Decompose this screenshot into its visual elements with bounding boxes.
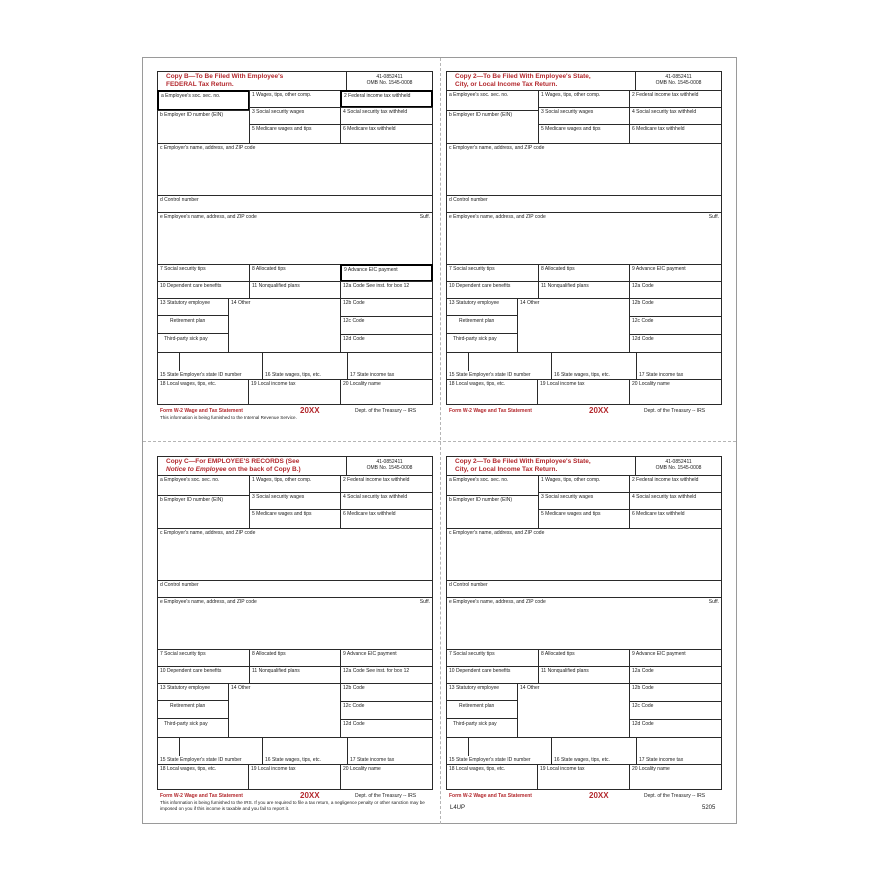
- omb-number: OMB No. 1545-0008: [655, 80, 702, 86]
- treasury-label: Dept. of the Treasury -- IRS: [355, 793, 417, 799]
- field-11-nonqualified[interactable]: 11 Nonqualified plans: [249, 281, 341, 299]
- field-6-medicare-tax[interactable]: 6 Medicare tax withheld: [629, 124, 722, 144]
- sick-pay-label: Third-party sick pay: [453, 721, 497, 727]
- field-c-employer[interactable]: c Employer's name, address, and ZIP code: [157, 528, 433, 581]
- field-15-state[interactable]: 15 State Employer's state ID number: [446, 352, 552, 380]
- copy-title: [157, 71, 347, 91]
- field-5-medicare-wages[interactable]: 5 Medicare wages and tips: [249, 509, 341, 529]
- suff-label: Suff.: [419, 214, 430, 220]
- copy-title-line2: FEDERAL Tax Return.: [166, 80, 234, 88]
- field-14-other[interactable]: 14 Other: [517, 298, 630, 353]
- field-16-state-wages[interactable]: 16 State wages, tips, etc.: [262, 352, 348, 380]
- row-divider: [446, 700, 518, 701]
- field-d-control[interactable]: d Control number: [157, 195, 433, 213]
- omb-number: OMB No. 1545-0008: [655, 465, 702, 471]
- row-divider: [446, 333, 518, 334]
- copy-title-line1: Copy 2—To Be Filed With Employee's State,: [455, 73, 591, 80]
- field-16-state-wages[interactable]: 16 State wages, tips, etc.: [551, 352, 637, 380]
- field-19-local-tax[interactable]: 19 Local income tax: [248, 764, 341, 790]
- field-4-ss-tax[interactable]: 4 Social security tax withheld: [340, 107, 433, 125]
- field-b-ein[interactable]: b Employer ID number (EIN): [157, 110, 250, 144]
- copy-title: [446, 71, 636, 91]
- field-11-nonqualified[interactable]: 11 Nonqualified plans: [249, 666, 341, 684]
- ein-ref: 41-0852411: [376, 74, 403, 80]
- field-14-other[interactable]: 14 Other: [228, 683, 341, 738]
- field-17-state-tax[interactable]: 17 State income tax: [347, 352, 433, 380]
- field-8-allocated-tips[interactable]: 8 Allocated tips: [538, 649, 630, 667]
- form-year: 20XX: [589, 406, 609, 415]
- omb-box: [635, 456, 722, 476]
- field-9-eic[interactable]: 9 Advance EIC payment: [629, 264, 722, 282]
- field-12b[interactable]: 12b Code: [629, 298, 722, 317]
- copy-title-line1: Copy B—To Be Filed With Employee's: [166, 73, 284, 80]
- field-b-ein[interactable]: b Employer ID number (EIN): [446, 495, 539, 529]
- field-18-local-wages[interactable]: 18 Local wages, tips, etc.: [157, 764, 249, 790]
- field-20-locality[interactable]: 20 Locality name: [629, 379, 722, 405]
- field-10-dependent-care[interactable]: 10 Dependent care benefits: [446, 281, 539, 299]
- field-1-wages[interactable]: 1 Wages, tips, other comp.: [249, 90, 341, 108]
- horizontal-perforation: [143, 441, 736, 442]
- field-1-wages[interactable]: 1 Wages, tips, other comp.: [538, 475, 630, 493]
- retirement-plan-label: Retirement plan: [459, 318, 495, 324]
- field-e-employee[interactable]: e Employee's name, address, and ZIP code Suff.: [157, 597, 433, 650]
- field-6-medicare-tax[interactable]: 6 Medicare tax withheld: [340, 509, 433, 529]
- field-a-ssn[interactable]: a Employee's soc. sec. no.: [446, 475, 539, 496]
- field-13-checkboxes: 13 Statutory employee Retirement plan Third-party sick pay: [157, 683, 229, 738]
- field-15-state[interactable]: 15 State Employer's state ID number: [446, 737, 552, 765]
- field-12c[interactable]: 12c Code: [340, 316, 433, 335]
- treasury-label: Dept. of the Treasury -- IRS: [355, 408, 417, 414]
- field-18-local-wages[interactable]: 18 Local wages, tips, etc.: [446, 379, 538, 405]
- field-4-ss-tax[interactable]: 4 Social security tax withheld: [340, 492, 433, 510]
- form-year: 20XX: [589, 791, 609, 800]
- field-7-ss-tips[interactable]: 7 Social security tips: [446, 264, 539, 282]
- form-name: Form W-2 Wage and Tax Statement: [160, 408, 243, 414]
- field-11-nonqualified[interactable]: 11 Nonqualified plans: [538, 666, 630, 684]
- form-year: 20XX: [300, 406, 320, 415]
- field-3-ss-wages[interactable]: 3 Social security wages: [249, 492, 341, 510]
- field-13-checkboxes: 13 Statutory employee Retirement plan Third-party sick pay: [157, 298, 229, 353]
- field-5-medicare-wages[interactable]: 5 Medicare wages and tips: [249, 124, 341, 144]
- field-12a[interactable]: 12a Code: [629, 281, 722, 299]
- copy-title-line2: City, or Local Income Tax Return.: [455, 80, 558, 88]
- field-12b[interactable]: 12b Code: [629, 683, 722, 702]
- field-e-employee[interactable]: e Employee's name, address, and ZIP code Suff.: [446, 212, 722, 265]
- field-3-ss-wages[interactable]: 3 Social security wages: [538, 107, 630, 125]
- field-c-employer[interactable]: c Employer's name, address, and ZIP code: [446, 528, 722, 581]
- copy-title: [157, 456, 347, 476]
- field-12a[interactable]: 12a Code See inst. for box 12: [340, 666, 433, 684]
- field-13-checkboxes: 13 Statutory employee Retirement plan Third-party sick pay: [446, 683, 518, 738]
- field-4-ss-tax[interactable]: 4 Social security tax withheld: [629, 492, 722, 510]
- form-name: Form W-2 Wage and Tax Statement: [160, 793, 243, 799]
- field-a-ssn[interactable]: a Employee's soc. sec. no.: [157, 90, 250, 111]
- field-2-fed-tax[interactable]: 2 Federal income tax withheld: [629, 475, 722, 493]
- field-9-eic[interactable]: 9 Advance EIC payment: [340, 649, 433, 667]
- copy-title-line2: [166, 466, 338, 474]
- omb-number: OMB No. 1545-0008: [366, 80, 413, 86]
- suff-label: Suff.: [708, 599, 719, 605]
- state-divider: [468, 738, 469, 756]
- field-d-control[interactable]: d Control number: [446, 195, 722, 213]
- field-d-control[interactable]: d Control number: [157, 580, 433, 598]
- field-12c[interactable]: 12c Code: [340, 701, 433, 720]
- field-c-employer[interactable]: c Employer's name, address, and ZIP code: [446, 143, 722, 196]
- omb-number: OMB No. 1545-0008: [366, 465, 413, 471]
- field-6-medicare-tax[interactable]: 6 Medicare tax withheld: [629, 509, 722, 529]
- field-4-ss-tax[interactable]: 4 Social security tax withheld: [629, 107, 722, 125]
- field-19-local-tax[interactable]: 19 Local income tax: [248, 379, 341, 405]
- sick-pay-label: Third-party sick pay: [164, 336, 208, 342]
- field-20-locality[interactable]: 20 Locality name: [340, 379, 433, 405]
- suff-label: Suff.: [708, 214, 719, 220]
- field-9-eic[interactable]: 9 Advance EIC payment: [340, 264, 433, 282]
- field-11-nonqualified[interactable]: 11 Nonqualified plans: [538, 281, 630, 299]
- row-divider: [157, 718, 229, 719]
- field-10-dependent-care[interactable]: 10 Dependent care benefits: [157, 666, 250, 684]
- field-8-allocated-tips[interactable]: 8 Allocated tips: [249, 649, 341, 667]
- field-c-employer[interactable]: c Employer's name, address, and ZIP code: [157, 143, 433, 196]
- form-name: Form W-2 Wage and Tax Statement: [449, 408, 532, 414]
- field-3-ss-wages[interactable]: 3 Social security wages: [249, 107, 341, 125]
- field-12d[interactable]: 12d Code: [340, 334, 433, 353]
- field-2-fed-tax[interactable]: 2 Federal income tax withheld: [629, 90, 722, 108]
- state-divider: [179, 353, 180, 371]
- field-19-local-tax[interactable]: 19 Local income tax: [537, 764, 630, 790]
- field-a-ssn[interactable]: a Employee's soc. sec. no.: [446, 90, 539, 111]
- field-17-state-tax[interactable]: 17 State income tax: [347, 737, 433, 765]
- row-divider: [157, 333, 229, 334]
- retirement-plan-label: Retirement plan: [170, 703, 206, 709]
- field-17-state-tax[interactable]: 17 State income tax: [636, 737, 722, 765]
- field-e-employee[interactable]: e Employee's name, address, and ZIP code Suff.: [446, 597, 722, 650]
- row-divider: [157, 315, 229, 316]
- field-20-locality[interactable]: 20 Locality name: [629, 764, 722, 790]
- field-7-ss-tips[interactable]: 7 Social security tips: [157, 264, 250, 282]
- ein-ref: 41-0852411: [665, 459, 692, 465]
- field-12a[interactable]: 12a Code: [629, 666, 722, 684]
- copy-title-line1: Copy C—For EMPLOYEE'S RECORDS (See: [166, 458, 300, 465]
- field-9-eic[interactable]: 9 Advance EIC payment: [629, 649, 722, 667]
- field-1-wages[interactable]: 1 Wages, tips, other comp.: [538, 90, 630, 108]
- field-18-local-wages[interactable]: 18 Local wages, tips, etc.: [157, 379, 249, 405]
- field-1-wages[interactable]: 1 Wages, tips, other comp.: [249, 475, 341, 493]
- field-18-local-wages[interactable]: 18 Local wages, tips, etc.: [446, 764, 538, 790]
- product-code: L4UP: [450, 805, 466, 811]
- field-a-ssn[interactable]: a Employee's soc. sec. no.: [157, 475, 250, 496]
- omb-box: [346, 456, 433, 476]
- treasury-label: Dept. of the Treasury -- IRS: [644, 793, 706, 799]
- field-15-state[interactable]: 15 State Employer's state ID number: [157, 352, 263, 380]
- row-divider: [446, 718, 518, 719]
- state-divider: [179, 738, 180, 756]
- field-19-local-tax[interactable]: 19 Local income tax: [537, 379, 630, 405]
- field-2-fed-tax[interactable]: 2 Federal income tax withheld: [340, 90, 433, 108]
- omb-box: [635, 71, 722, 91]
- row-divider: [446, 315, 518, 316]
- field-12b[interactable]: 12b Code: [340, 298, 433, 317]
- copy-title: [446, 456, 636, 476]
- field-12d[interactable]: 12d Code: [629, 334, 722, 353]
- field-13-checkboxes: 13 Statutory employee Retirement plan Third-party sick pay: [446, 298, 518, 353]
- field-12d[interactable]: 12d Code: [629, 719, 722, 738]
- copy-title-line2: City, or Local Income Tax Return.: [455, 465, 558, 473]
- copy-title-rest: on the back of Copy B.): [226, 465, 301, 473]
- field-8-allocated-tips[interactable]: 8 Allocated tips: [249, 264, 341, 282]
- ein-ref: 41-0852411: [665, 74, 692, 80]
- field-e-employee[interactable]: e Employee's name, address, and ZIP code Suff.: [157, 212, 433, 265]
- row-divider: [157, 700, 229, 701]
- field-14-other[interactable]: 14 Other: [228, 298, 341, 353]
- suff-label: Suff.: [419, 599, 430, 605]
- field-12a[interactable]: 12a Code See inst. for box 12: [340, 281, 433, 299]
- field-2-fed-tax[interactable]: 2 Federal income tax withheld: [340, 475, 433, 493]
- field-10-dependent-care[interactable]: 10 Dependent care benefits: [157, 281, 250, 299]
- retirement-plan-label: Retirement plan: [170, 318, 206, 324]
- field-15-state[interactable]: 15 State Employer's state ID number: [157, 737, 263, 765]
- field-b-ein[interactable]: b Employer ID number (EIN): [157, 495, 250, 529]
- field-12c[interactable]: 12c Code: [629, 316, 722, 335]
- field-b-ein[interactable]: b Employer ID number (EIN): [446, 110, 539, 144]
- field-10-dependent-care[interactable]: 10 Dependent care benefits: [446, 666, 539, 684]
- field-20-locality[interactable]: 20 Locality name: [340, 764, 433, 790]
- field-16-state-wages[interactable]: 16 State wages, tips, etc.: [262, 737, 348, 765]
- notice-to-employee: Notice to Employee: [166, 465, 227, 473]
- form-name: Form W-2 Wage and Tax Statement: [449, 793, 532, 799]
- item-number: 5205: [702, 805, 716, 811]
- ein-ref: 41-0852411: [376, 459, 403, 465]
- field-16-state-wages[interactable]: 16 State wages, tips, etc.: [551, 737, 637, 765]
- field-12d[interactable]: 12d Code: [340, 719, 433, 738]
- omb-box: [346, 71, 433, 91]
- field-7-ss-tips[interactable]: 7 Social security tips: [157, 649, 250, 667]
- field-12c[interactable]: 12c Code: [629, 701, 722, 720]
- field-12b[interactable]: 12b Code: [340, 683, 433, 702]
- field-3-ss-wages[interactable]: 3 Social security wages: [538, 492, 630, 510]
- field-14-other[interactable]: 14 Other: [517, 683, 630, 738]
- field-6-medicare-tax[interactable]: 6 Medicare tax withheld: [340, 124, 433, 144]
- furnished-note: This information is being furnished to the Internal Revenue Service.: [160, 415, 297, 420]
- treasury-label: Dept. of the Treasury -- IRS: [644, 408, 706, 414]
- form-year: 20XX: [300, 791, 320, 800]
- field-17-state-tax[interactable]: 17 State income tax: [636, 352, 722, 380]
- sick-pay-label: Third-party sick pay: [164, 721, 208, 727]
- retirement-plan-label: Retirement plan: [459, 703, 495, 709]
- field-5-medicare-wages[interactable]: 5 Medicare wages and tips: [538, 509, 630, 529]
- field-7-ss-tips[interactable]: 7 Social security tips: [446, 649, 539, 667]
- field-8-allocated-tips[interactable]: 8 Allocated tips: [538, 264, 630, 282]
- copy-title-line1: Copy 2—To Be Filed With Employee's State,: [455, 458, 591, 465]
- field-5-medicare-wages[interactable]: 5 Medicare wages and tips: [538, 124, 630, 144]
- furnished-note: This information is being furnished to the IRS. If you are required to file a tax return, a negligence penalty or other sanction may be imposed on you if this income is taxable and you fail to report it.: [160, 800, 425, 811]
- sick-pay-label: Third-party sick pay: [453, 336, 497, 342]
- state-divider: [468, 353, 469, 371]
- field-d-control[interactable]: d Control number: [446, 580, 722, 598]
